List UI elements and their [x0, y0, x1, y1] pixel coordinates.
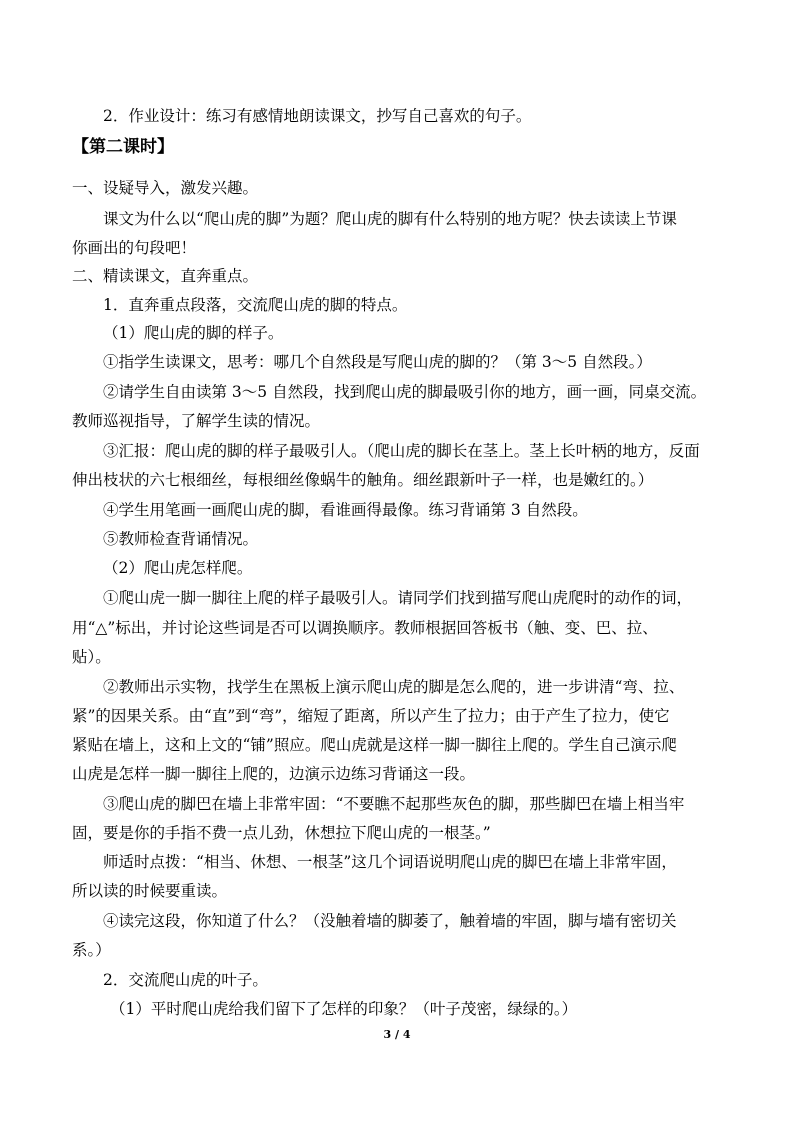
- text-line: 2．交流爬山虎的叶子。: [103, 971, 268, 989]
- text-line: 贴）。: [72, 648, 111, 666]
- text-line: 所以读的时候要重读。: [72, 882, 228, 900]
- text-line: 伸出枝状的六七根细丝，每根细丝像蜗牛的触角。细丝跟新叶子一样，也是嫩红的。）: [72, 471, 654, 489]
- text-line: 山虎是怎样一脚一脚往上爬的，边演示边练习背诵这一段。: [72, 765, 476, 783]
- text-line: ④读完这段，你知道了什么？（没触着墙的脚萎了，触着墙的牢固，脚与墙有密切关: [103, 912, 677, 930]
- text-line: 教师巡视指导，了解学生读的情况。: [72, 412, 321, 430]
- text-line: 一、设疑导入，激发兴趣。: [72, 179, 259, 197]
- text-line: ①指学生读课文，思考：哪几个自然段是写爬山虎的脚的？（第 3～5 自然段。）: [103, 353, 652, 371]
- text-line: （2）爬山虎怎样爬。: [103, 559, 253, 577]
- section-heading: 【第二课时】: [72, 137, 174, 157]
- text-line: ③汇报：爬山虎的脚的样子最吸引人。（爬山虎的脚长在茎上。茎上长叶柄的地方，反面: [103, 442, 700, 460]
- page-number: 3 / 4: [383, 1028, 411, 1041]
- text-line: 你画出的句段吧！: [72, 239, 197, 257]
- text-line: 1．直奔重点段落，交流爬山虎的脚的特点。: [103, 296, 408, 314]
- text-line: 课文为什么以“爬山虎的脚”为题？爬山虎的脚有什么特别的地方呢？快去读读上节课: [103, 210, 677, 228]
- text-line: 固，要是你的手指不费一点儿劲，休想拉下爬山虎的一根茎。”: [72, 824, 491, 842]
- text-line: 二、精读课文，直奔重点。: [72, 267, 259, 285]
- text-line: 紧贴在墙上，这和上文的“铺”照应。爬山虎就是这样一脚一脚往上爬的。学生自己演示爬: [72, 736, 677, 754]
- text-line: 师适时点拨：“相当、休想、一根茎”这几个词语说明爬山虎的脚巴在墙上非常牢固，: [103, 853, 677, 871]
- text-line: （1）平时爬山虎给我们留下了怎样的印象？（叶子茂密，绿绿的。）: [110, 1000, 578, 1018]
- text-line: 系。）: [72, 941, 111, 959]
- text-line: ②教师出示实物，找学生在黑板上演示爬山虎的脚是怎么爬的，进一步讲清“弯、拉、: [103, 678, 685, 696]
- text-line: （1）爬山虎的脚的样子。: [103, 324, 284, 342]
- text-line: ③爬山虎的脚巴在墙上非常牢固：“不要瞧不起那些灰色的脚，那些脚巴在墙上相当牢: [103, 795, 685, 813]
- text-line: ④学生用笔画一画爬山虎的脚，看谁画得最像。练习背诵第 3 自然段。: [103, 501, 588, 519]
- text-line: 2．作业设计：练习有感情地朗读课文，抄写自己喜欢的句子。: [103, 107, 532, 125]
- text-line: 用“△”标出，并讨论这些词是否可以调换顺序。教师根据回答板书（触、变、巴、拉、: [72, 619, 658, 637]
- text-line: ②请学生自由读第 3～5 自然段，找到爬山虎的脚最吸引你的地方，画一画，同桌交流。: [103, 383, 707, 401]
- text-line: 紧”的因果关系。由“直”到“弯”，缩短了距离，所以产生了拉力；由于产生了拉力，使它: [72, 707, 670, 725]
- text-line: ⑤教师检查背诵情况。: [103, 530, 259, 548]
- text-line: ①爬山虎一脚一脚往上爬的样子最吸引人。请同学们找到描写爬山虎爬时的动作的词，: [103, 589, 693, 607]
